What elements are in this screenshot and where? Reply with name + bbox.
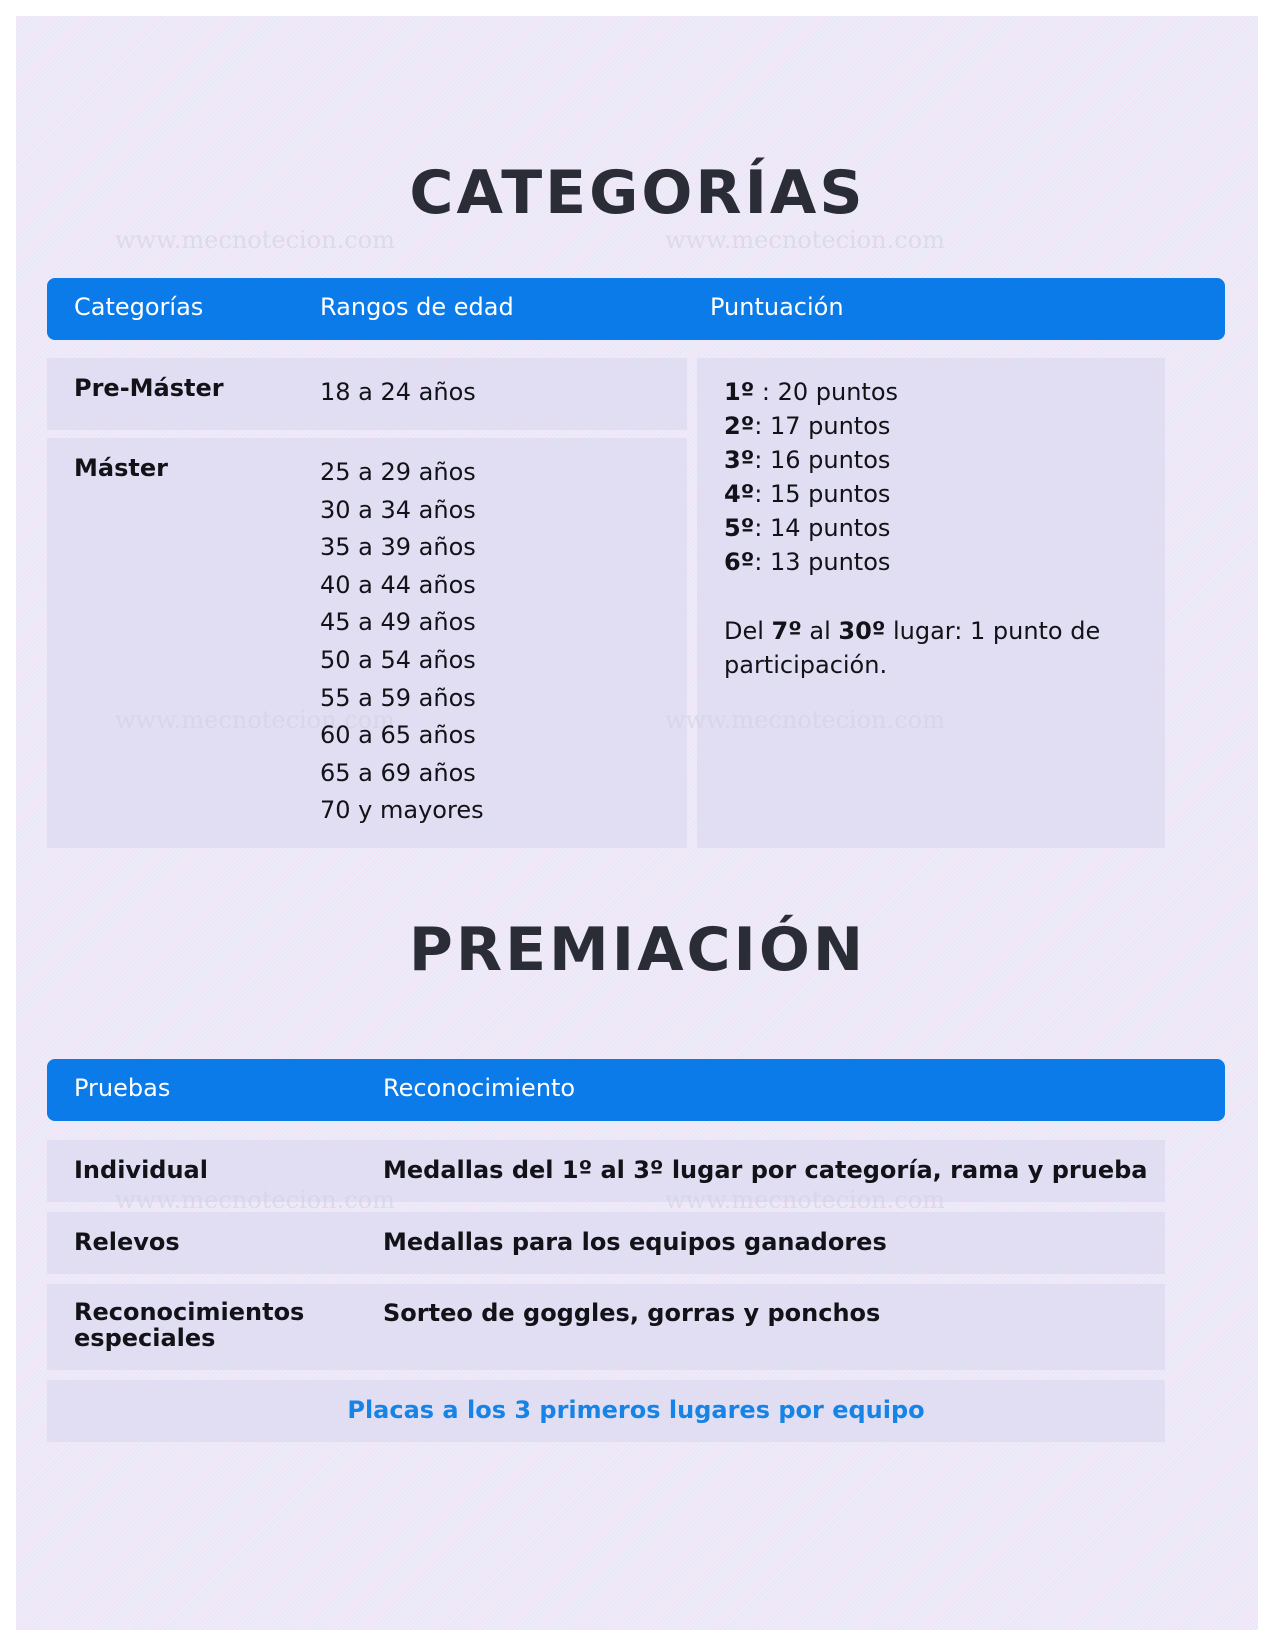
- score-line: [724, 511, 898, 545]
- award-individual: Medallas del 1º al 3º lugar por categoría, rama y prueba: [383, 1156, 1148, 1184]
- separator: :: [754, 446, 770, 474]
- watermark: www.mecnotecion.com: [115, 706, 395, 734]
- watermark: www.mecnotecion.com: [665, 1186, 945, 1214]
- note-suffix: lugar: 1 punto de participación.: [724, 617, 1101, 679]
- award-especiales: Sorteo de goggles, gorras y ponchos: [383, 1299, 881, 1327]
- watermark: www.mecnotecion.com: [665, 226, 945, 254]
- separator: :: [754, 548, 770, 576]
- header-puntuacion: Puntuación: [710, 293, 844, 321]
- score-line: [724, 477, 898, 511]
- header-reconocimiento: Reconocimiento: [383, 1074, 576, 1102]
- age-range: 50 a 54 años: [320, 645, 476, 674]
- range-pre-master: 18 a 24 años: [320, 378, 476, 406]
- team-plaques-note: Placas a los 3 primeros lugares por equipo: [347, 1396, 925, 1424]
- age-range: 70 y mayores: [320, 796, 484, 825]
- age-range: 35 a 39 años: [320, 533, 476, 562]
- score-line: [724, 545, 898, 579]
- score-line: [724, 409, 898, 443]
- note-prefix: Del: [724, 617, 772, 645]
- place: 2º: [724, 412, 755, 440]
- points: 17 puntos: [769, 412, 891, 440]
- age-range: 55 a 59 años: [320, 683, 476, 712]
- separator: :: [754, 378, 778, 406]
- header-pruebas: Pruebas: [74, 1074, 171, 1102]
- category-pre-master: Pre-Máster: [74, 374, 224, 402]
- age-range: 25 a 29 años: [320, 458, 476, 486]
- points: 15 puntos: [769, 480, 891, 508]
- event-relevos: Relevos: [74, 1228, 180, 1256]
- points: 20 puntos: [777, 378, 898, 406]
- age-range: 60 a 65 años: [320, 721, 476, 750]
- categorias-title: CATEGORÍAS: [409, 158, 866, 228]
- age-range: 45 a 49 años: [320, 608, 476, 637]
- watermark: www.mecnotecion.com: [115, 1186, 395, 1214]
- categorias-table-header: [47, 278, 1225, 340]
- separator: :: [754, 480, 770, 508]
- watermark: www.mecnotecion.com: [115, 226, 395, 254]
- header-rangos-de-edad: Rangos de edad: [320, 293, 514, 321]
- participation-note: [724, 614, 1144, 682]
- points: 13 puntos: [769, 548, 891, 576]
- master-range-list: [320, 454, 484, 830]
- points: 16 puntos: [769, 446, 891, 474]
- score-line: [724, 375, 898, 409]
- event-individual: Individual: [74, 1156, 208, 1184]
- watermark: www.mecnotecion.com: [665, 706, 945, 734]
- age-range: 40 a 44 años: [320, 570, 476, 599]
- note-mid: al: [801, 617, 839, 645]
- note-from: 7º: [771, 617, 802, 645]
- category-master: Máster: [74, 454, 168, 482]
- place: 3º: [724, 446, 755, 474]
- age-range: 30 a 34 años: [320, 495, 476, 524]
- place: 4º: [724, 480, 755, 508]
- scoring-list: [724, 375, 898, 579]
- note-to: 30º: [838, 617, 886, 645]
- separator: :: [754, 412, 770, 440]
- separator: :: [754, 514, 770, 542]
- header-categorias: Categorías: [74, 293, 204, 321]
- award-relevos: Medallas para los equipos ganadores: [383, 1228, 887, 1256]
- age-range: 65 a 69 años: [320, 758, 476, 787]
- premiacion-title: PREMIACIÓN: [408, 915, 867, 985]
- place: 5º: [724, 514, 755, 542]
- points: 14 puntos: [769, 514, 891, 542]
- score-line: [724, 443, 898, 477]
- premiacion-table-header: [47, 1059, 1225, 1121]
- event-especiales: Reconocimientos especiales: [74, 1298, 305, 1352]
- place: 6º: [724, 548, 755, 576]
- place: 1º: [724, 378, 755, 406]
